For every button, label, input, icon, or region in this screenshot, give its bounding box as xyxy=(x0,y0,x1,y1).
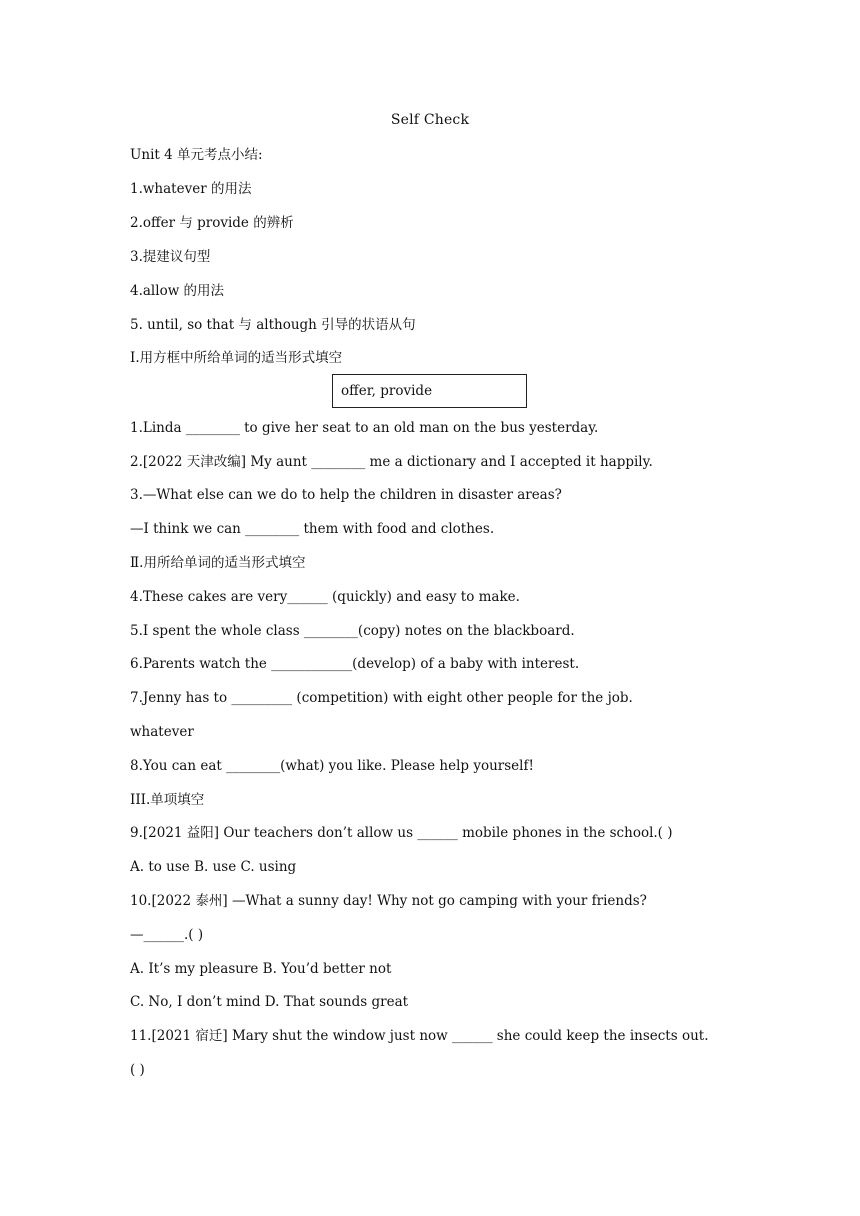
summary-item-4: 4.allow 的用法 xyxy=(130,283,225,299)
question-10-prompt: 10.[2022 泰州] —What a sunny day! Why not go camping with your friends? xyxy=(130,893,647,909)
word-box: offer, provide xyxy=(332,374,527,408)
question-10-options-cd: C. No, I don’t mind D. That sounds great xyxy=(130,994,409,1010)
question-2: 2.[2022 天津改编] My aunt ________ me a dictionary and I accepted it happily. xyxy=(130,454,653,470)
question-8: 8.You can eat ________(what) you like. Please help yourself! xyxy=(130,758,534,774)
question-7: 7.Jenny has to _________ (competition) with eight other people for the job. xyxy=(130,690,633,706)
page-title: Self Check xyxy=(390,112,470,128)
question-5: 5.I spent the whole class ________(copy) notes on the blackboard. xyxy=(130,623,575,639)
section-3-heading: III.单项填空 xyxy=(130,792,205,808)
summary-item-5: 5. until, so that 与 although 引导的状语从句 xyxy=(130,317,416,333)
question-3-prompt: 3.—What else can we do to help the children in disaster areas? xyxy=(130,487,562,503)
question-6: 6.Parents watch the ____________(develop) of a baby with interest. xyxy=(130,656,580,672)
question-10-response: —______.( ) xyxy=(130,927,204,943)
question-3-response: —I think we can ________ them with food and clothes. xyxy=(130,521,495,537)
question-9-options: A. to use B. use C. using xyxy=(130,859,297,875)
summary-item-1: 1.whatever 的用法 xyxy=(130,181,252,197)
whatever-label: whatever xyxy=(130,724,194,740)
summary-item-3: 3.提建议句型 xyxy=(130,249,211,265)
section-1-heading: Ⅰ.用方框中所给单词的适当形式填空 xyxy=(130,350,343,366)
question-4: 4.These cakes are very______ (quickly) and easy to make. xyxy=(130,589,520,605)
question-9: 9.[2021 益阳] Our teachers don’t allow us ______ mobile phones in the school.( ) xyxy=(130,825,673,841)
unit-summary-heading: Unit 4 单元考点小结: xyxy=(130,147,263,163)
question-1: 1.Linda ________ to give her seat to an old man on the bus yesterday. xyxy=(130,420,599,436)
question-10-options-ab: A. It’s my pleasure B. You’d better not xyxy=(130,961,392,977)
question-11-answer-brackets: ( ) xyxy=(130,1062,145,1078)
question-11: 11.[2021 宿迁] Mary shut the window just now ______ she could keep the insects out. xyxy=(130,1028,709,1044)
summary-item-2: 2.offer 与 provide 的辨析 xyxy=(130,215,294,231)
section-2-heading: Ⅱ.用所给单词的适当形式填空 xyxy=(130,555,306,571)
